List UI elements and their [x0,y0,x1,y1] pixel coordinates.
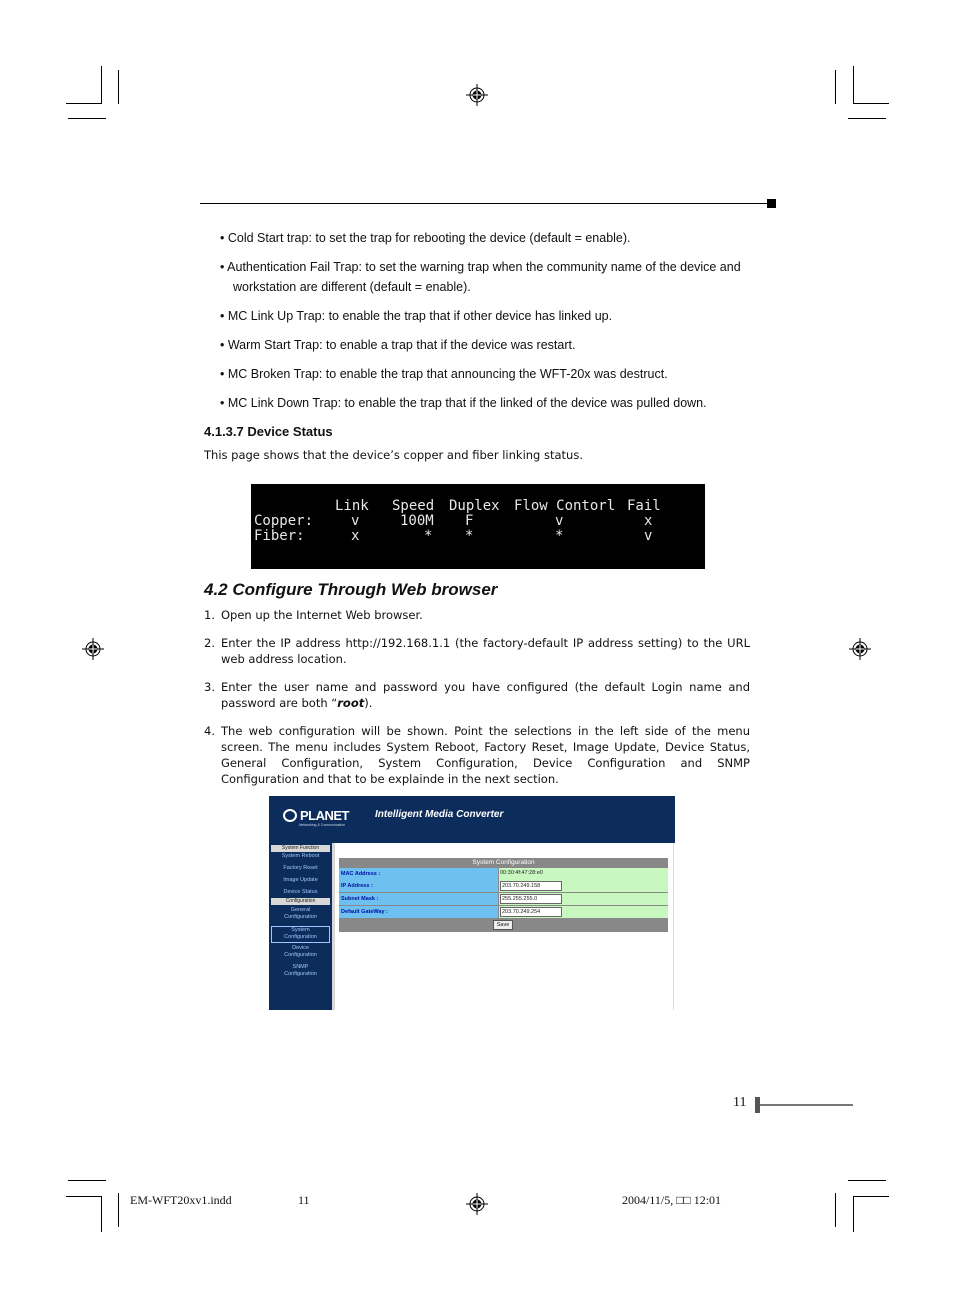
form-title: System Configuration [472,859,535,866]
step-number: 1. [204,608,215,622]
sidebar-item-label: SNMP [292,964,309,970]
default-login-root: root [337,696,365,710]
web-header [269,796,675,843]
terminal-header-duplex: Duplex [449,498,500,514]
sidebar-item-label: General [290,907,311,913]
web-gutter [332,843,335,1010]
section-heading-device-status: 4.1.3.7 Device Status [204,424,333,439]
slug-filename: EM-WFT20xv1.indd [130,1193,232,1207]
sidebar-item-general-configuration[interactable] [271,907,330,921]
page-number: 11 [733,1095,747,1110]
terminal-header-fail: Fail [627,498,661,514]
step-text: The web configuration will be shown. Point the selections in the left side of the menu screen. The menu includes System Reboot, Factory Reset, Image Update, Device Status, General Configuration, System Configuration, Device Configuration and SNMP Configuration and that to be explainde in the next section. [221,724,750,786]
ip-address-value-cell [499,880,668,892]
registration-mark-icon [466,1193,488,1215]
registration-mark-icon [849,638,871,660]
terminal-cell: F [465,513,474,529]
ip-address-input[interactable]: 203.70.249.158 [500,881,562,891]
section-heading-web-browser: 4.2 Configure Through Web browser [204,580,498,599]
step-text [204,679,750,711]
default-gateway-value-cell [499,906,668,918]
sidebar-item-device-configuration[interactable] [271,945,330,959]
terminal-header-speed: Speed [392,498,435,514]
slug-page: 11 [298,1193,310,1207]
terminal-cell: * [424,528,433,544]
terminal-cell: v [644,528,653,544]
ip-address-label: IP Address : [339,880,498,892]
bullet-text: • Authentication Fail Trap: to set the warning trap when the community name of the device and [220,260,741,274]
web-title: Intelligent Media Converter [375,809,504,820]
bullet-text: • MC Broken Trap: to enable the trap that announcing the WFT-20x was destruct. [220,367,668,381]
header-rule [200,203,770,204]
save-button[interactable]: Save [493,920,513,930]
terminal-cell: * [465,528,474,544]
step-text: Open up the Internet Web browser. [221,608,423,622]
device-status-description: This page shows that the device’s copper and fiber linking status. [204,448,583,462]
bullet-text-continued: workstation are different (default = enable). [233,280,471,294]
default-gateway-label: Default GateWay : [339,906,498,918]
step-text-before: Enter the user name and password you have configured (the default Login name and password are both “ [221,680,750,710]
subnet-mask-label: Subnet Mask : [339,893,498,905]
registration-mark-icon [466,84,488,106]
sidebar-item-label: Configuration [284,971,317,977]
page-number-rule [760,1104,853,1106]
terminal-row-label-copper: Copper: [254,513,314,529]
header-square-marker [767,199,776,208]
sidebar-item-device-status[interactable]: Device Status [283,889,318,895]
subnet-mask-value-cell [499,893,668,905]
terminal-cell: 100M [400,513,434,529]
default-gateway-input[interactable]: 203.70.249.254 [500,907,562,917]
bullet-text: • Warm Start Trap: to enable a trap that if the device was restart. [220,338,576,352]
sidebar-item-label: Configuration [284,914,317,920]
step-2 [204,635,750,667]
sidebar-item-snmp-configuration[interactable] [271,964,330,978]
sidebar-item-label: Configuration [284,934,317,940]
mac-address-value: 00:30:4f:47:28:e0 [500,870,543,876]
bullet-text: • MC Link Down Trap: to enable the trap that if the linked of the device was pulled down. [220,396,707,410]
planet-logo-icon [283,809,297,822]
bullet-link-down [220,393,760,413]
sidebar-group-system-function: System Function [271,845,330,852]
step-text: Enter the IP address http://192.168.1.1 (the factory-default IP address setting) to the URL web address location. [221,636,750,666]
terminal-row-label-fiber: Fiber: [254,528,305,544]
sidebar-item-label: Device [292,945,309,951]
bullet-text: • MC Link Up Trap: to enable the trap that if other device has linked up. [220,309,613,323]
step-number: 3. [204,680,215,694]
terminal-cell: x [644,513,653,529]
step-number: 2. [204,636,215,650]
registration-mark-icon [82,638,104,660]
bullet-link-up [220,306,760,326]
system-configuration-form [339,858,668,932]
sidebar-item-factory-reset[interactable]: Factory Reset [283,865,318,871]
terminal-cell: x [351,528,360,544]
bullet-broken [220,364,760,384]
subnet-mask-input[interactable]: 255.255.255.0 [500,894,562,904]
step-text-after: ). [364,696,373,710]
planet-logo-text: PLANET [300,808,349,823]
slug-date: 2004/11/5, □□ 12:01 [622,1193,722,1207]
device-status-terminal [251,484,705,569]
bullet-warm-start [220,335,760,355]
step-number: 4. [204,724,215,738]
sidebar-item-system-reboot[interactable]: System Reboot [281,853,320,859]
bullet-text: • Cold Start trap: to set the trap for rebooting the device (default = enable). [220,231,631,245]
terminal-header-flow-control: Flow Contorl [514,498,616,514]
mac-address-value-cell [499,868,668,880]
web-config-screenshot [269,796,675,1010]
sidebar-item-label: System [291,927,310,933]
step-1 [204,607,750,623]
terminal-cell: v [555,513,564,529]
sidebar-item-image-update[interactable]: Image Update [283,877,318,883]
bullet-cold-start [220,228,760,248]
step-3 [204,679,750,711]
terminal-cell: * [555,528,564,544]
mac-address-label: MAC Address : [339,868,498,880]
step-4 [204,723,750,787]
web-sidebar [269,843,332,1010]
bullet-authentication-fail [220,257,760,297]
sidebar-group-configuration: Configuration [271,898,330,905]
sidebar-item-system-configuration[interactable] [271,926,330,943]
terminal-cell: v [351,513,360,529]
sidebar-item-label: Configuration [284,952,317,958]
terminal-header-link: Link [335,498,369,514]
web-right-border [673,843,674,1010]
planet-logo-subtitle: Networking & Communication [299,823,346,827]
